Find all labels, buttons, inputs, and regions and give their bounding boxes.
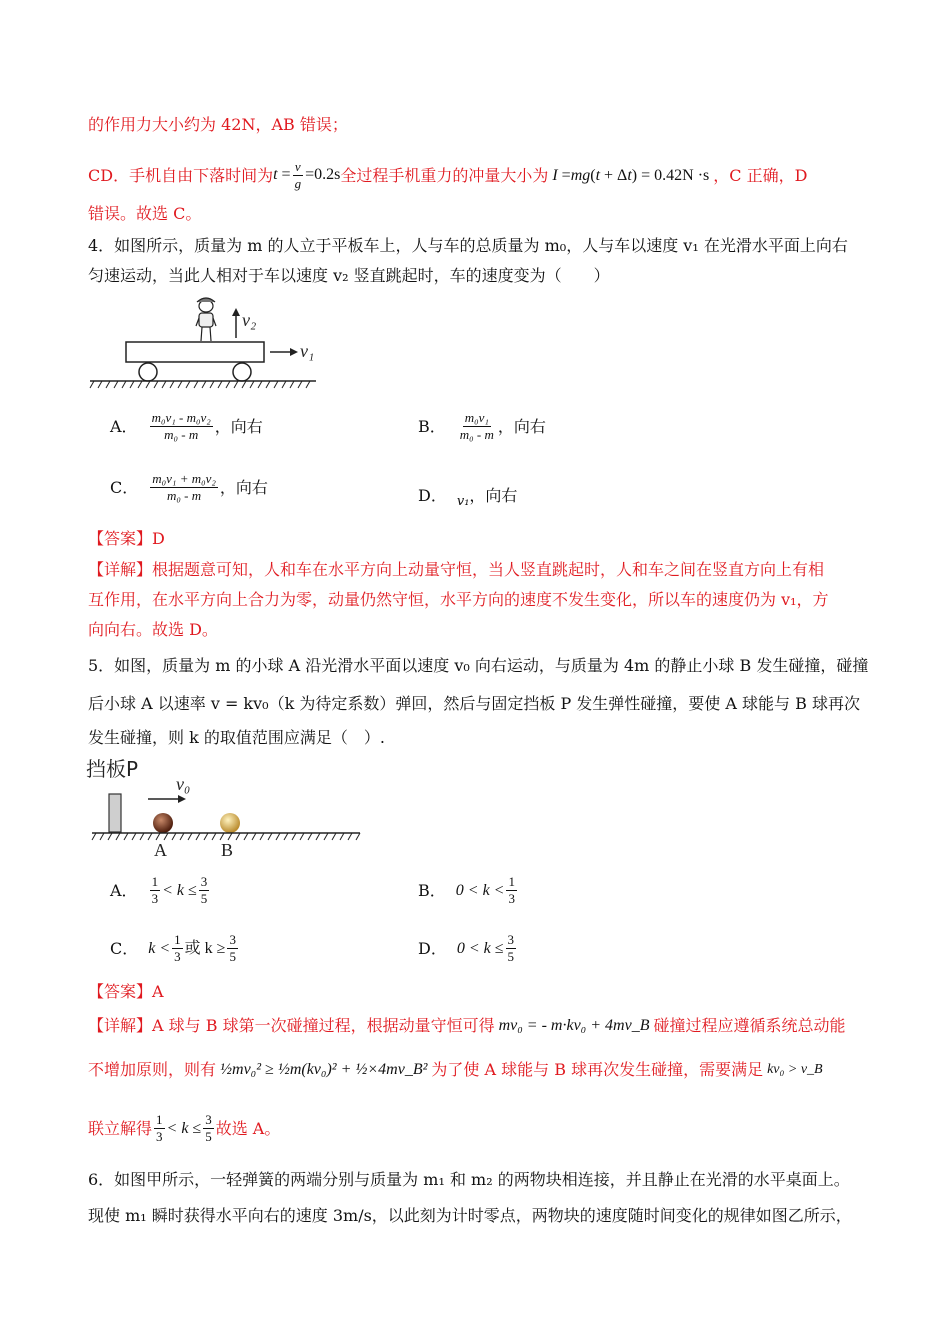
q6-stem-line-2: 现使 m₁ 瞬时获得水平向右的速度 3m/s，以此刻为计时零点，两物块的速度随时间变化的规律如图乙所示， — [88, 1206, 852, 1225]
q4-cart-figure — [86, 292, 326, 392]
option-fraction: $\frac{\text{m₀v₁ - m₀v₂}}{\text{m₀ - m}}$ — [151, 410, 211, 442]
q5-detail-line-1 — [88, 1014, 862, 1038]
option-direction: ，向右 — [469, 486, 518, 505]
option-label: C． — [110, 938, 139, 958]
option-inequality: 0 < k ≤ — [456, 939, 504, 957]
q4-option-c[interactable] — [110, 471, 268, 504]
q5-detail-2-mid: 为了使 A 球能与 B 球再次发生碰撞，需要满足 — [431, 1060, 764, 1079]
q4-stem-line-2: 匀速运动，当此人相对于车以速度 v₂ 竖直跳起时，车的速度变为（ ） — [88, 266, 610, 285]
prev-answer-line-3: 错误。故选 C。 — [88, 204, 202, 223]
floor-hatch — [92, 833, 360, 840]
formula-condition: kv₀ > v_B — [767, 1062, 823, 1077]
option-inequality: 0 < k < — [455, 881, 505, 899]
option-label: D． — [418, 486, 447, 505]
q5-answer: 【答案】A — [88, 982, 164, 1001]
option-fraction-1: $\frac{3}{5}$ — [507, 932, 515, 964]
q5-option-d[interactable] — [418, 932, 518, 965]
v2-label: v₂ — [242, 310, 257, 330]
option-fraction-2: $\frac{3}{5}$ — [200, 874, 208, 906]
option-fraction: $\frac{\text{m₀v₁}}{\text{m₀ - m}}$ — [459, 410, 494, 442]
option-inequality: k < — [148, 939, 171, 957]
ball-a-label: A — [154, 840, 167, 860]
q4-option-a[interactable] — [110, 410, 263, 443]
ball-b-label: B — [221, 840, 234, 860]
option-label: C． — [110, 477, 139, 497]
prev-answer-line-2-suffix: ，C 正确，D — [713, 165, 808, 185]
q5-option-c[interactable] — [110, 932, 240, 965]
q6-stem-line-1: 6．如图甲所示，一轻弹簧的两端分别与质量为 m₁ 和 m₂ 的两物块相连接，并且静止在光滑的水平桌面上。 — [88, 1170, 850, 1189]
ground-hatch — [90, 381, 310, 388]
q5-option-a[interactable] — [110, 874, 211, 907]
option-fraction-1: $\frac{1}{3}$ — [151, 874, 159, 906]
person-figure — [196, 298, 216, 341]
formula-momentum: mv₀ = - m·kv₀ + 4mv_B — [498, 1017, 650, 1034]
q4-detail-line-1: 【详解】根据题意可知，人和车在水平方向上动量守恒，当人竖直跳起时，人和车之间在竖直方向上有相 — [88, 560, 825, 579]
option-label: A． — [110, 880, 138, 900]
q5-stem-line-1: 5．如图，质量为 m 的小球 A 沿光滑水平面以速度 v₀ 向右运动，与质量为 4m 的静止小球 B 发生碰撞，碰撞 — [88, 656, 869, 675]
q5-detail-1-prefix: 【详解】A 球与 B 球第一次碰撞过程，根据动量守恒可得 — [88, 1016, 495, 1035]
formula-impulse: I =mg(t + Δt) = 0.42N ·s — [552, 166, 710, 184]
q5-option-b[interactable] — [418, 874, 519, 907]
q4-answer: 【答案】D — [88, 529, 165, 548]
option-direction: ，向右 — [219, 477, 268, 497]
option-inequality: < k ≤ — [162, 881, 197, 899]
ball-b — [220, 813, 240, 833]
option-fraction: $\frac{\text{m₀v₁ + m₀v₂}}{\text{m₀ - m}}$ — [152, 471, 216, 503]
prev-answer-line-2-prefix: CD．手机自由下落时间为 — [88, 165, 274, 185]
cart-wheel-left — [139, 363, 157, 381]
board-label: 挡板P — [86, 757, 139, 781]
q4-stem-line-1: 4．如图所示，质量为 m 的人立于平板车上，人与车的总质量为 m₀，人与车以速度 v₁ 在光滑水平面上向右 — [88, 236, 848, 255]
option-fraction-1: $\frac{1}{3}$ — [174, 932, 181, 964]
q5-detail-line-3 — [88, 1112, 862, 1145]
q5-detail-3-suffix: 故选 A。 — [215, 1118, 281, 1138]
q4-detail-line-3: 向向右。故选 D。 — [88, 620, 218, 639]
q5-collision-figure — [86, 756, 366, 860]
option-label: B． — [418, 416, 446, 436]
option-label: D． — [418, 938, 447, 958]
cart-wheel-right — [233, 363, 251, 381]
q4-option-d[interactable] — [418, 478, 517, 514]
cart-platform — [126, 342, 264, 362]
v1-label: v₁ — [300, 341, 315, 361]
v0-label: v₀ — [176, 774, 191, 794]
result-inequality: < k ≤ — [166, 1119, 202, 1137]
prev-answer-line-1: 的作用力大小约为 42N，AB 错误； — [88, 115, 348, 134]
q5-detail-line-2 — [88, 1058, 862, 1082]
option-fraction-2: $\frac{3}{5}$ — [229, 932, 236, 964]
option-direction: ，向右 — [214, 416, 263, 436]
option-inequality-2: 或 k ≥ — [184, 939, 226, 957]
formula-fall-time: t = $\frac{v}{g}$ =0.2s — [273, 159, 341, 191]
prev-answer-line-2 — [88, 159, 862, 192]
q5-detail-2-prefix: 不增加原则，则有 — [88, 1060, 217, 1079]
q5-stem-line-3: 发生碰撞，则 k 的取值范围应满足（ ）. — [88, 728, 385, 747]
q5-stem-line-2: 后小球 A 以速率 v = kv₀（k 为待定系数）弹回，然后与固定挡板 P 发生弹性碰撞，要使 A 球能与 B 球再次 — [88, 694, 860, 713]
option-direction: ，向右 — [497, 416, 546, 436]
result-fraction-1: $\frac{1}{3}$ — [156, 1112, 163, 1144]
option-expression: v₁ — [456, 494, 470, 509]
q4-detail-line-2: 互作用，在水平方向上合力为零，动量仍然守恒，水平方向的速度不发生变化，所以车的速度仍为 v₁，方 — [88, 590, 829, 609]
q5-detail-1-suffix: 碰撞过程应遵循系统总动能 — [653, 1016, 846, 1035]
option-label: B． — [418, 880, 446, 900]
formula-energy: ½mv₀² ≥ ½m(kv₀)² + ½×4mv_B² — [220, 1061, 428, 1078]
q5-detail-3-prefix: 联立解得 — [88, 1118, 153, 1138]
board-p — [109, 794, 121, 832]
result-fraction-2: $\frac{3}{5}$ — [205, 1112, 212, 1144]
prev-answer-line-2-mid: 全过程手机重力的冲量大小为 — [340, 165, 549, 185]
q4-option-b[interactable] — [418, 410, 546, 443]
ball-a — [153, 813, 173, 833]
option-fraction-1: $\frac{1}{3}$ — [508, 874, 515, 906]
option-label: A． — [110, 416, 138, 436]
